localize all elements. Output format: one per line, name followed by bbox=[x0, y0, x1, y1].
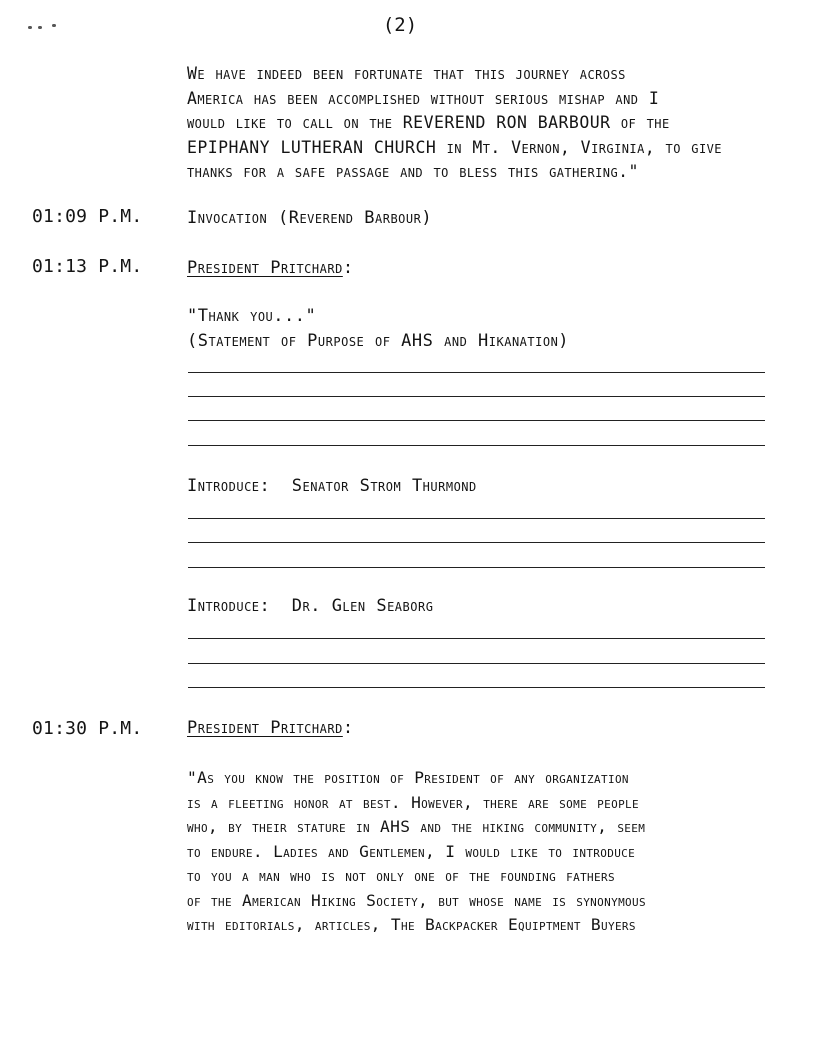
text-line: thanks for a safe passage and to bless this gathering." bbox=[187, 162, 639, 181]
notes-rule bbox=[188, 687, 765, 688]
notes-rule bbox=[188, 518, 765, 519]
pritchard-heading-1 bbox=[187, 258, 354, 278]
introduce-name: Dr. Glen Seaborg bbox=[291, 596, 434, 616]
pritchard-time-2: 01:30 P.M. bbox=[32, 718, 143, 739]
speaker-name: President Pritchard bbox=[187, 258, 343, 278]
notes-rule bbox=[188, 445, 765, 446]
notes-rule bbox=[188, 420, 765, 421]
text-line: EPIPHANY LUTHERAN CHURCH in Mt. Vernon, Virginia, to give bbox=[187, 137, 722, 157]
notes-rule bbox=[188, 396, 765, 397]
speaker-name: President Pritchard bbox=[187, 718, 343, 738]
notes-rule bbox=[188, 542, 765, 543]
introduce-label: Introduce: bbox=[187, 596, 271, 616]
notes-rule bbox=[188, 663, 765, 664]
text-line: of the American Hiking Society, but whose name is synonymous bbox=[187, 890, 646, 910]
text-line: America has been accomplished without serious mishap and I bbox=[187, 88, 660, 108]
text-line: is a fleeting honor at best. However, there are some people bbox=[187, 792, 639, 812]
closing-paragraph bbox=[187, 766, 646, 938]
notes-rule bbox=[188, 372, 765, 373]
speaker-colon: : bbox=[342, 258, 354, 278]
text-line: with editorials, articles, The Backpacker Equiptment Buyers bbox=[187, 915, 636, 934]
notes-rule bbox=[188, 638, 765, 639]
text-line: We have indeed been fortunate that this journey across bbox=[187, 64, 626, 83]
invocation-entry: Invocation (Reverend Barbour) bbox=[187, 208, 433, 228]
thank-you-line: "Thank you..." bbox=[187, 306, 317, 326]
statement-line: (Statement of Purpose of AHS and Hikanation) bbox=[187, 331, 570, 351]
notes-rule bbox=[188, 567, 765, 568]
introduce-label: Introduce: bbox=[187, 476, 271, 496]
text-line: would like to call on the REVEREND RON BARBOUR of the bbox=[187, 113, 670, 132]
speaker-colon: : bbox=[342, 718, 354, 738]
pritchard-heading-2 bbox=[187, 718, 354, 738]
pritchard-time-1: 01:13 P.M. bbox=[32, 256, 143, 277]
introduce-name: Senator Strom Thurmond bbox=[291, 476, 477, 496]
text-line: "As you know the position of President of any organization bbox=[187, 768, 629, 787]
intro-paragraph bbox=[187, 62, 722, 185]
text-line: who, by their stature in AHS and the hiking community, seem bbox=[187, 817, 646, 836]
text-line: to endure. Ladies and Gentlemen, I would like to introduce bbox=[187, 841, 636, 861]
introduce-seaborg bbox=[187, 596, 433, 616]
invocation-time: 01:09 P.M. bbox=[32, 206, 143, 227]
page-number: (2) bbox=[382, 14, 418, 36]
text-line: to you a man who is not only one of the founding fathers bbox=[187, 866, 615, 885]
introduce-thurmond bbox=[187, 476, 477, 496]
